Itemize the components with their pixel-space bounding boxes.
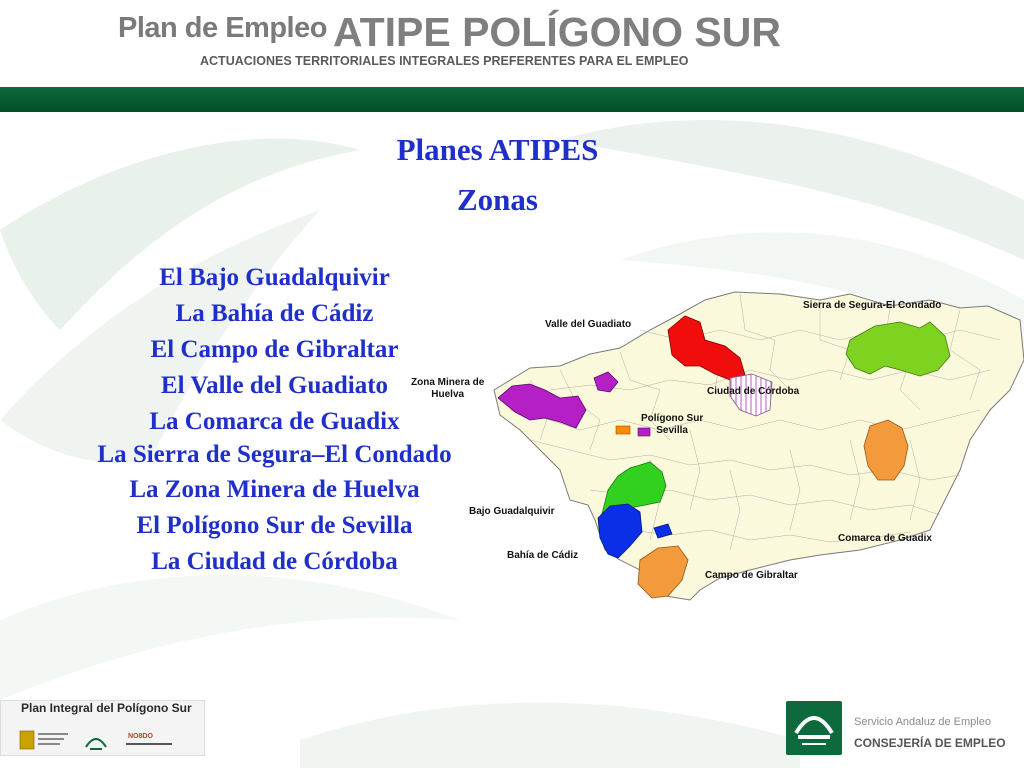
map-label-poligono-sur: Polígono Sur Sevilla: [641, 413, 704, 436]
map-label-bahia-cadiz: Bahía de Cádiz: [507, 550, 579, 561]
footer-left-title: Plan Integral del Polígono Sur: [21, 701, 192, 715]
header-title: ATIPE POLÍGONO SUR: [333, 9, 781, 55]
zone-item: La Ciudad de Córdoba: [151, 548, 398, 575]
header-subtitle: ACTUACIONES TERRITORIALES INTEGRALES PREFERENTES PARA EL EMPLEO: [200, 54, 689, 68]
slide-title: Planes ATIPES: [396, 132, 599, 167]
header-green-band: [0, 87, 1024, 112]
map-label-ciudad-cordoba: Ciudad de Córdoba: [707, 386, 800, 397]
map-label-bajo-guadalquivir: Bajo Guadalquivir: [469, 506, 555, 517]
servicio-andaluz-empleo-label: Servicio Andaluz de Empleo: [854, 716, 991, 728]
map-label-campo-gibraltar: Campo de Gibraltar: [705, 570, 798, 581]
consejeria-empleo-label: CONSEJERÍA DE EMPLEO: [854, 736, 1006, 750]
zone-item: La Zona Minera de Huelva: [129, 476, 420, 503]
no8do-logo-icon: NO8DO: [128, 733, 153, 740]
zone-item: La Bahía de Cádiz: [175, 300, 374, 327]
plan-de-empleo-label: Plan de Empleo: [118, 12, 327, 44]
zone-item: El Polígono Sur de Sevilla: [136, 512, 413, 539]
map-label-zona-minera: Zona Minera de Huelva: [411, 377, 485, 400]
map-label-comarca-guadix: Comarca de Guadix: [838, 533, 932, 544]
header: [0, 0, 1024, 112]
slide-subtitle: Zonas: [457, 182, 538, 217]
zone-item: La Comarca de Guadix: [149, 408, 400, 435]
zone-item: El Bajo Guadalquivir: [159, 264, 390, 291]
junta-andalucia-icon: [86, 739, 106, 747]
map-label-sierra-segura: Sierra de Segura-El Condado: [803, 300, 942, 311]
zones-list: [62, 263, 487, 583]
map-marker-poligono-sur: [616, 426, 630, 434]
zone-item: El Campo de Gibraltar: [150, 336, 399, 363]
zone-item: El Valle del Guadiato: [160, 372, 389, 399]
footer-partner-logos: [18, 727, 203, 755]
zone-item: La Sierra de Segura–El Condado: [97, 441, 452, 468]
map-label-valle-guadiato: Valle del Guadiato: [545, 319, 632, 330]
spain-coat-of-arms-icon: [20, 731, 34, 749]
